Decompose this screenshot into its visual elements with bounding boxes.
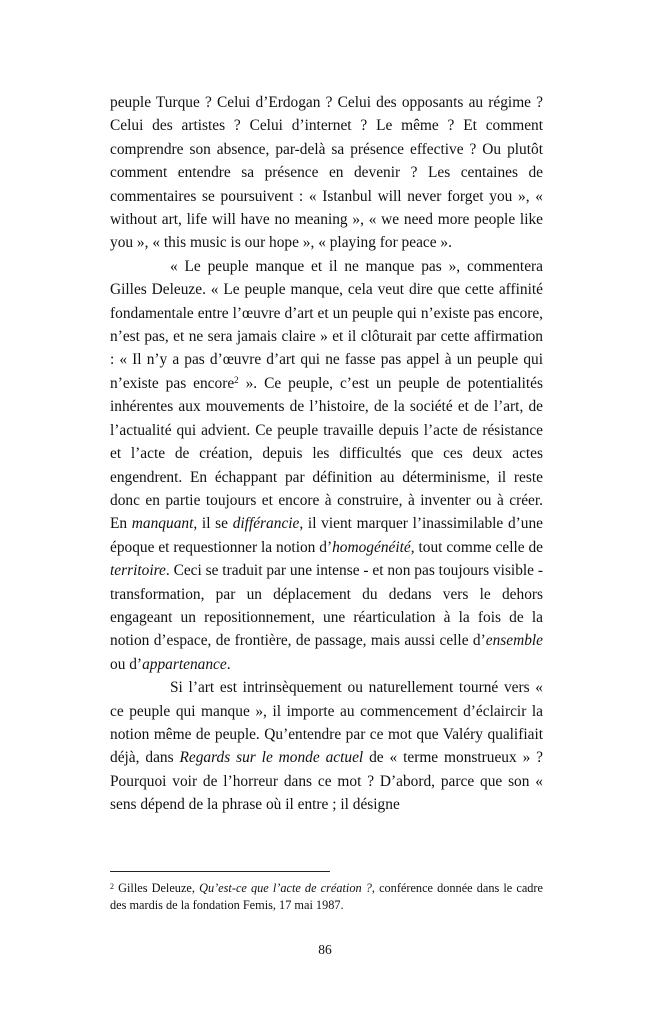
emphasis-appartenance: appartenance xyxy=(142,655,227,673)
footnote-number: 2 xyxy=(110,882,114,891)
footnote-text-1: Gilles Deleuze, xyxy=(114,881,200,895)
emphasis-differancie: différancie xyxy=(232,515,300,533)
footnote-reference[interactable]: 2 xyxy=(234,374,239,385)
paragraph-3-text-2: de « terme monstrueux » ? Pourquoi voir de l’horreur dans ce mot ? D’abord, parce que son « sens dépend de la phrase où il entre ; il désigne xyxy=(110,749,543,814)
emphasis-ensemble: ensemble xyxy=(485,632,543,650)
paragraph-2-text-8: . xyxy=(226,655,231,673)
footnote-title: Qu’est-ce que l’acte de création ? xyxy=(199,881,372,895)
paragraph-2 xyxy=(110,255,543,676)
footnote-divider xyxy=(110,871,330,872)
emphasis-manquant: manquant xyxy=(131,515,194,533)
page-number: 86 xyxy=(318,942,332,957)
paragraph-2-text-7: ou d’ xyxy=(110,655,143,673)
paragraph-3-text-1: Si l’art est intrinsèquement ou naturellement tourné vers « ce peuple qui manque », il importe au commencement d’éclaircir la notion même de peuple. Qu’entendre par ce mot que Valéry qualifiait déjà, dans xyxy=(110,679,543,767)
paragraph-2-text-3: , il se xyxy=(193,515,233,533)
emphasis-homogeneite: homogénéité xyxy=(332,538,411,556)
footnote xyxy=(110,880,543,914)
body-text xyxy=(110,91,543,817)
paragraph-2-text-6: . Ceci se traduit par une intense - et non pas toujours visible - transformation, par un déplacement du dedans vers le dehors engageant un repositionnement, une réarticulation à la fois de la notion d’espace, de frontière, de passage, mais aussi celle d’ xyxy=(110,562,543,650)
footnote-text-2: , conférence donnée dans le cadre des mardis de la fondation Femis, 17 mai 1987. xyxy=(110,881,543,912)
paragraph-1: peuple Turque ? Celui d’Erdogan ? Celui des opposants au régime ? Celui des artistes ? Celui d’internet ? Le même ? Et comment comprendre son absence, par-delà sa présence effective ? Ou plutôt comment entendre sa présence en devenir ? Les centaines de commentaires se poursuivent : « Istanbul will never forget you », « without art, life will have no meaning », « we need more people like you », « this music is our hope », « playing for peace ». xyxy=(110,94,543,252)
paragraph-3 xyxy=(110,676,543,816)
paragraph-2-text-5: , tout comme celle de xyxy=(410,538,544,556)
paragraph-2-text-1: « Le peuple manque et il ne manque pas », commentera Gilles Deleuze. « Le peuple manque, cela veut dire que cette affinité fondamentale entre l’œuvre d’art et un peuple qui n’existe pas encore, n’est pas, et ne sera jamais claire » et il clôturait par cette affirmation : « Il n’y a pas d’œuvre d’art qui ne fasse pas appel à un peuple qui n’existe pas encore xyxy=(110,257,543,392)
emphasis-territoire: territoire xyxy=(110,562,166,580)
paragraph-2-text-2: ». Ce peuple, c’est un peuple de potentialités inhérentes aux mouvements de l’histoire, de la société et de l’art, de l’actualité qui advient. Ce peuple travaille depuis l’acte de résistance et l’acte de création, depuis les difficultés que ces deux actes engendrent. En échappant par définition au déterminisme, il reste donc en partie toujours et encore à construire, à inventer ou à créer. En xyxy=(110,374,543,533)
book-title-regards: Regards sur le monde actuel xyxy=(179,749,364,767)
paragraph-2-text-4: , il vient marquer l’inassimilable d’une époque et requestionner la notion d’ xyxy=(110,515,543,556)
